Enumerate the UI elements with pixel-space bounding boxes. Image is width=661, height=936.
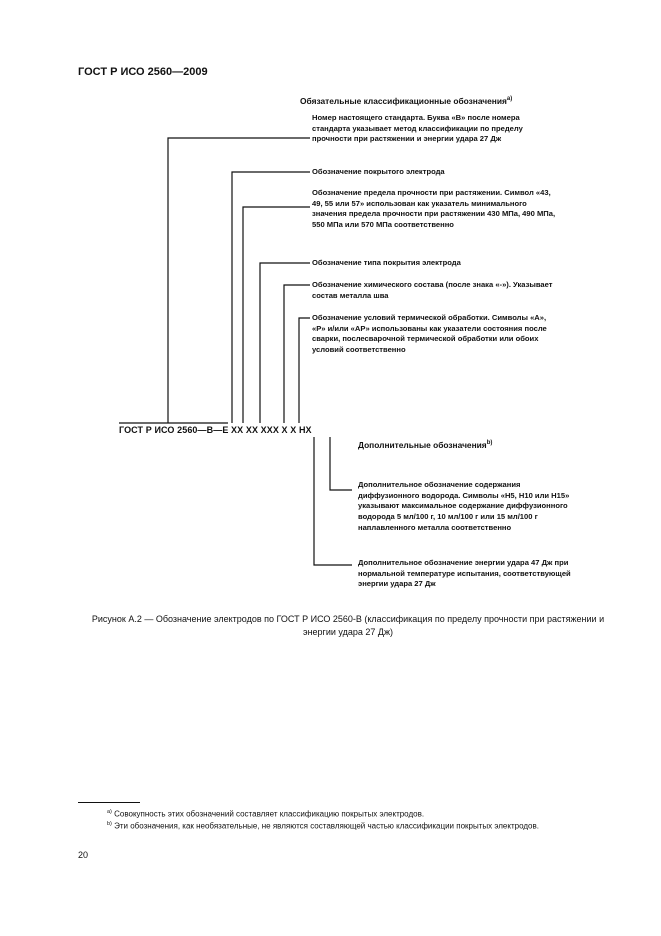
mandatory-footnote-mark: a) bbox=[506, 96, 513, 103]
optional-title-text: Дополнительные обозначения bbox=[358, 440, 487, 450]
footnote-divider bbox=[78, 802, 140, 803]
mandatory-title-text: Обязательные классификационные обозначения bbox=[300, 96, 507, 106]
footnote-b-text: Эти обозначения, как необязательные, не являются составляющей частью классификации покрытых электродов. bbox=[114, 821, 539, 831]
item-impact-energy: Дополнительное обозначение энергии удара 47 Дж при нормальной температуре испытания, соответствующей энергии удара 27 Дж bbox=[358, 558, 571, 589]
footnote-a-mark: a) bbox=[107, 809, 112, 815]
optional-footnote-mark: b) bbox=[486, 440, 493, 447]
figure-caption: Рисунок А.2 — Обозначение электродов по ГОСТ Р ИСО 2560-В (классификация по пределу прочности при растяжении и энергии удара 27 Дж) bbox=[91, 614, 605, 637]
designation-code: ГОСТ Р ИСО 2560—В—Е XX XX XXX X X HX bbox=[119, 425, 312, 435]
page-number: 20 bbox=[78, 850, 89, 860]
footnote-a-text: Совокупность этих обозначений составляет классификацию покрытых электродов. bbox=[114, 809, 425, 819]
item-electrode: Обозначение покрытого электрода bbox=[312, 167, 445, 176]
item-tensile-strength: Обозначение предела прочности при растяжении. Символ «43, 49, 55 или 57» использован как указатель минимального значения предела прочности при растяжении 430 МПа, 490 МПа, 550 МПа или 570 МПа соответственно bbox=[312, 188, 556, 230]
item-heat-treatment: Обозначение условий термической обработки. Символы «А», «Р» и/или «АР» использованы как указатели состояния после сварки, послесварочной термической обработки или обоих условий соответственно bbox=[312, 313, 547, 355]
item-covering-type: Обозначение типа покрытия электрода bbox=[312, 258, 461, 267]
footnote-b bbox=[78, 818, 618, 833]
item-chemical-composition: Обозначение химического состава (после знака «-»). Указывает состав металла шва bbox=[312, 280, 553, 300]
document-header: ГОСТ Р ИСО 2560—2009 bbox=[78, 66, 208, 78]
item-standard-number: Номер настоящего стандарта. Буква «В» после номера стандарта указывает метод классификации по пределу прочности при растяжении и энергии удара 27 Дж bbox=[312, 113, 523, 144]
item-diffusible-hydrogen: Дополнительное обозначение содержания диффузионного водорода. Символы «Н5, Н10 или Н15» указывают максимальное содержание диффузионного водорода 5 мл/100 г, 10 мл/100 г или 15 мл/100 г наплавленного металла соответственно bbox=[358, 480, 570, 532]
footnote-b-mark: b) bbox=[107, 821, 112, 827]
